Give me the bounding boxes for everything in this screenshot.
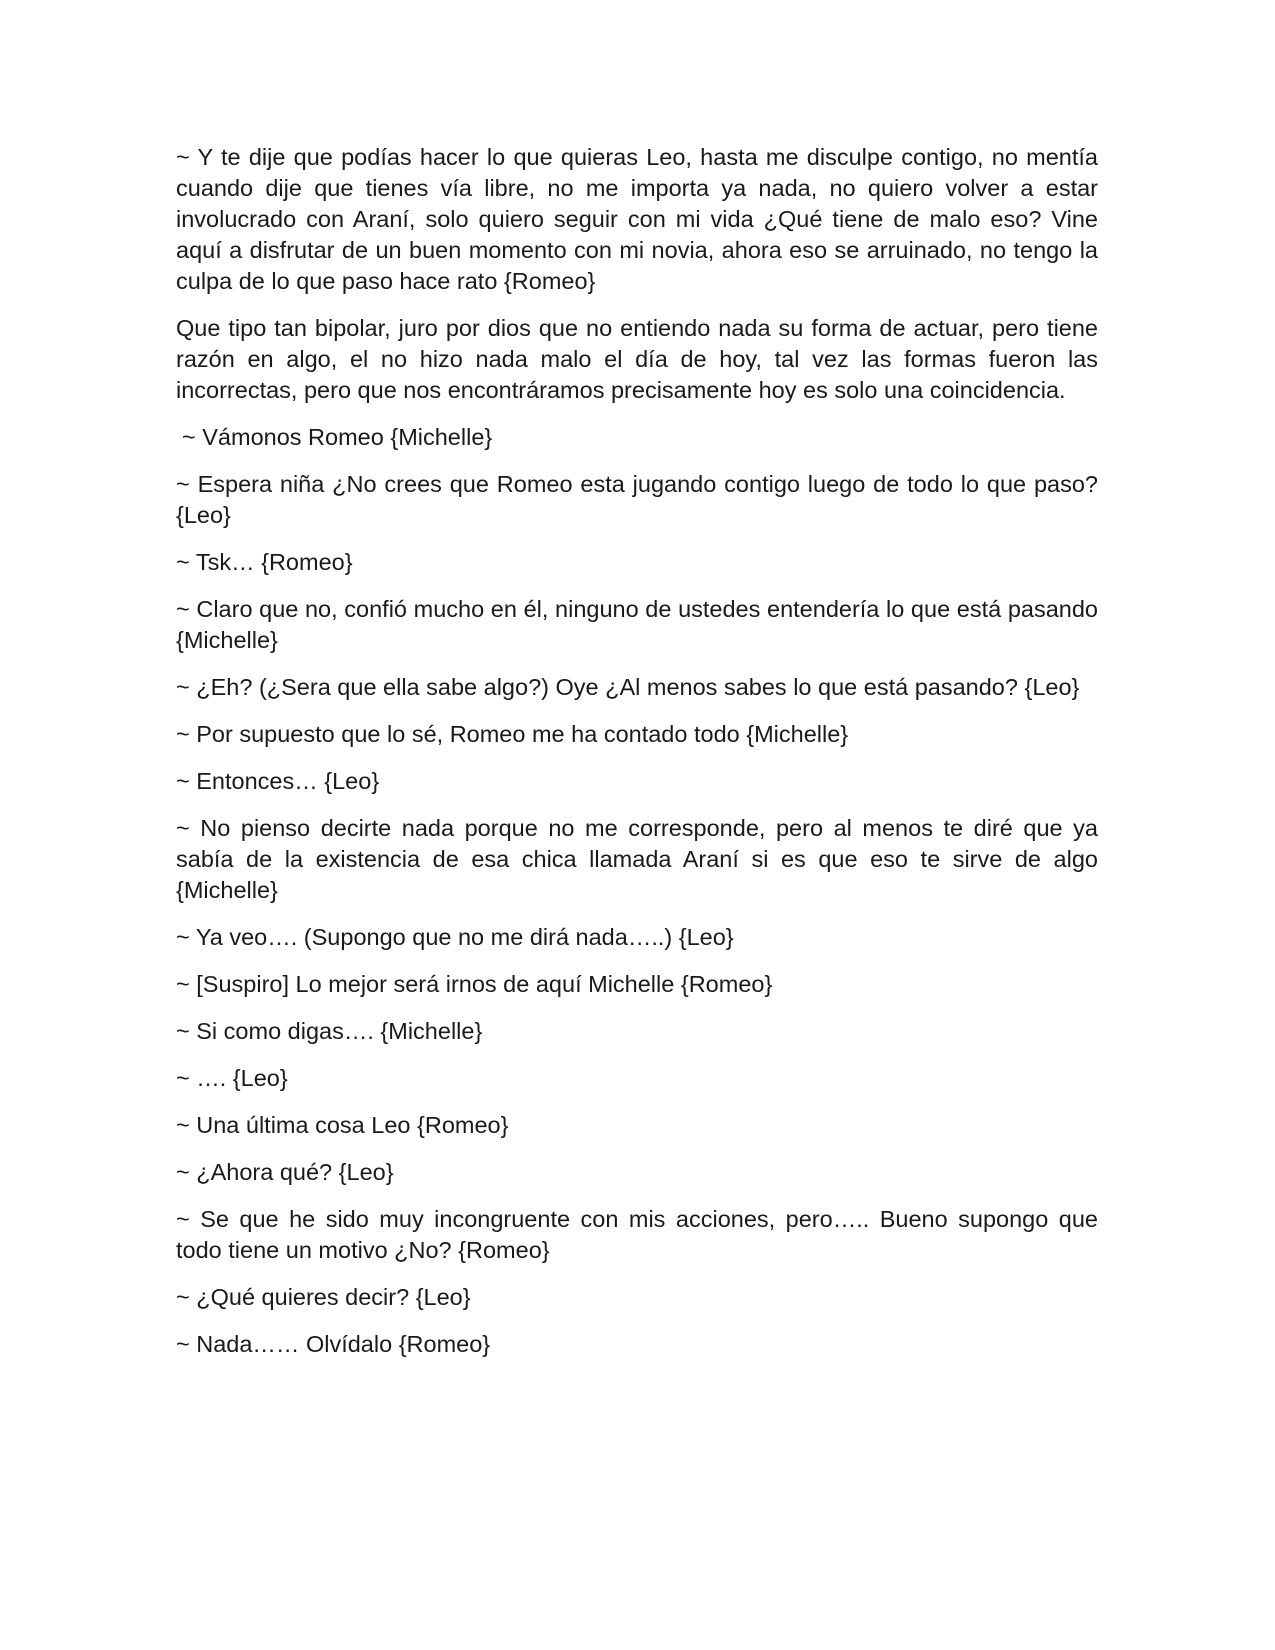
paragraph: ~ Tsk… {Romeo} [176, 549, 353, 575]
paragraph: ~ Nada…… Olvídalo {Romeo} [176, 1331, 491, 1357]
paragraph: ~ ¿Ahora qué? {Leo} [176, 1159, 394, 1185]
paragraph: ~ Y te dije que podías hacer lo que quieras Leo, hasta me disculpe contigo, no mentía cuando dije que tienes vía libre, no me importa ya nada, no quiero volver a estar involucrado con Araní, solo quiero seguir con mi vida ¿Qué tiene de malo eso? Vine aquí a disfrutar de un buen momento con mi novia, ahora eso se arruinado, no tengo la culpa de lo que paso hace rato {Romeo} [176, 144, 1098, 294]
document-body [176, 142, 1098, 1376]
paragraph: ~ Vámonos Romeo {Michelle} [182, 424, 493, 450]
paragraph: ~ ¿Qué quieres decir? {Leo} [176, 1284, 471, 1310]
paragraph: ~ Por supuesto que lo sé, Romeo me ha contado todo {Michelle} [176, 721, 849, 747]
paragraph: ~ [Suspiro] Lo mejor será irnos de aquí Michelle {Romeo} [176, 971, 773, 997]
paragraph: ~ Se que he sido muy incongruente con mis acciones, pero….. Bueno supongo que todo tiene un motivo ¿No? {Romeo} [176, 1206, 1098, 1263]
paragraph: ~ Una última cosa Leo {Romeo} [176, 1112, 509, 1138]
paragraph: ~ Si como digas…. {Michelle} [176, 1018, 483, 1044]
paragraph: ~ Claro que no, confió mucho en él, ninguno de ustedes entendería lo que está pasando {Michelle} [176, 596, 1098, 653]
paragraph: ~ No pienso decirte nada porque no me corresponde, pero al menos te diré que ya sabía de la existencia de esa chica llamada Araní si es que eso te sirve de algo {Michelle} [176, 815, 1098, 903]
paragraph: ~ ¿Eh? (¿Sera que ella sabe algo?) Oye ¿Al menos sabes lo que está pasando? {Leo} [176, 674, 1080, 700]
paragraph: ~ Ya veo…. (Supongo que no me dirá nada…..) {Leo} [176, 924, 734, 950]
paragraph: Que tipo tan bipolar, juro por dios que no entiendo nada su forma de actuar, pero tiene razón en algo, el no hizo nada malo el día de hoy, tal vez las formas fueron las incorrectas, pero que nos encontráramos precisamente hoy es solo una coincidencia. [176, 315, 1098, 403]
paragraph: ~ …. {Leo} [176, 1065, 288, 1091]
paragraph: ~ Entonces… {Leo} [176, 768, 380, 794]
paragraph: ~ Espera niña ¿No crees que Romeo esta jugando contigo luego de todo lo que paso? {Leo} [176, 471, 1098, 528]
